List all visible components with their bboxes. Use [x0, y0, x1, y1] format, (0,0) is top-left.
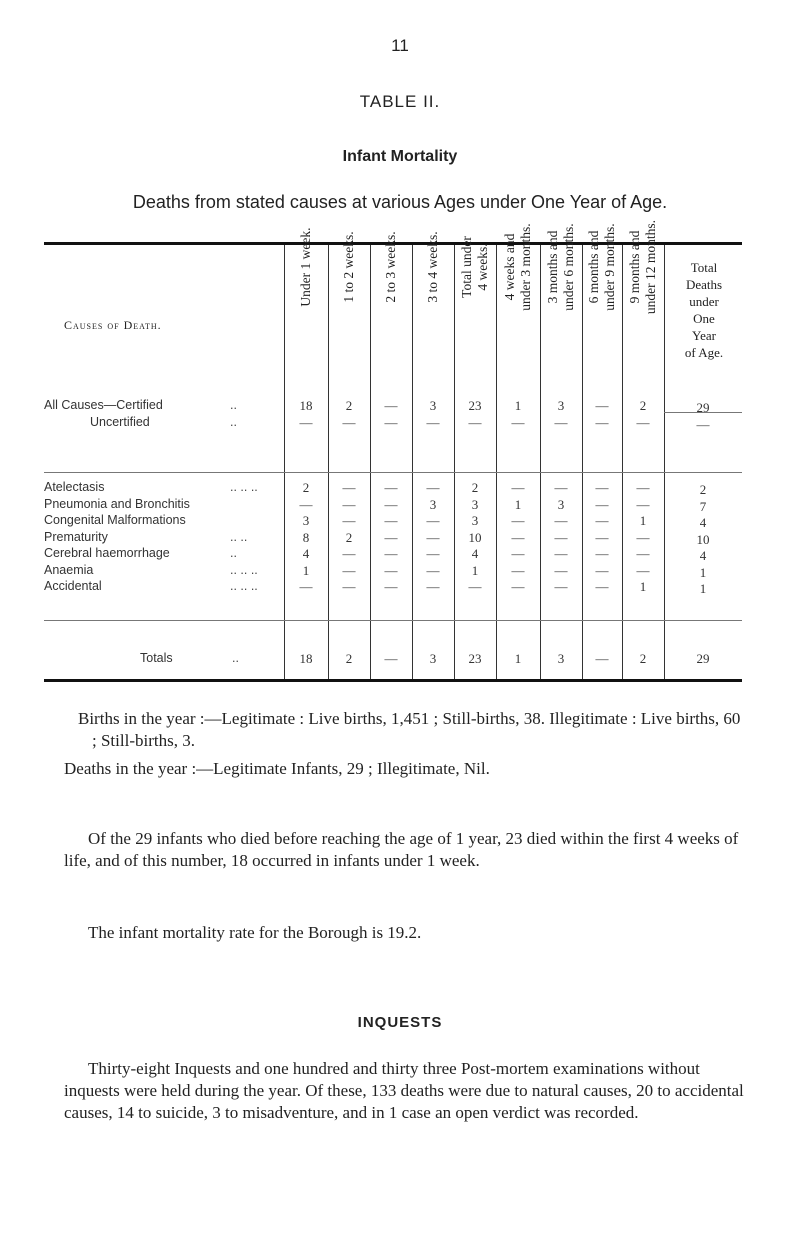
- table-cell: —: [595, 513, 609, 528]
- leader-dots: ..: [230, 398, 237, 412]
- table-row: [0, 513, 800, 529]
- table-bottom-rule: [44, 679, 742, 682]
- table-cell: 29: [696, 400, 710, 415]
- row-label: Pneumonia and Bronchitis: [44, 496, 190, 511]
- table-cell: —: [342, 513, 356, 528]
- table-cell: 4: [471, 546, 479, 561]
- table-row: [0, 563, 800, 579]
- table-cell: —: [384, 480, 398, 495]
- table-cell: 2: [345, 398, 353, 413]
- table-cell: —: [511, 513, 525, 528]
- table-cell: —: [384, 579, 398, 594]
- table-cell: —: [468, 579, 482, 594]
- row-label: Cerebral haemorrhage: [44, 546, 170, 560]
- table-cell: 3: [557, 398, 565, 413]
- table-cell: —: [426, 480, 440, 495]
- table-cell: —: [511, 415, 525, 430]
- table-cell: 3: [557, 496, 565, 512]
- table-cell: —: [426, 529, 440, 545]
- table-cell: —: [384, 529, 398, 545]
- row-label: Anaemia: [44, 562, 94, 577]
- table-cell: 1: [514, 496, 522, 512]
- table-cell: 8: [302, 529, 310, 545]
- column-divider: [582, 245, 583, 679]
- table-row: [0, 579, 800, 595]
- table-cell: 3: [557, 651, 565, 666]
- table-cell: —: [342, 496, 356, 512]
- table-title: TABLE II.: [359, 92, 441, 111]
- table-cell: —: [636, 496, 650, 512]
- table-cell: 29: [696, 651, 710, 666]
- table-cell: —: [426, 579, 440, 594]
- table-cell: —: [595, 496, 609, 512]
- table-cell: —: [595, 415, 609, 430]
- table-cell: —: [426, 513, 440, 528]
- table-cell: —: [554, 529, 568, 545]
- table-cell: —: [342, 546, 356, 561]
- table-cell: 2: [639, 651, 647, 666]
- table-cell: —: [554, 415, 568, 430]
- table-cell: 18: [299, 651, 313, 666]
- column-divider: [496, 245, 497, 679]
- page-number: 11: [391, 36, 409, 55]
- table-cell: —: [636, 562, 650, 578]
- table-cell: 3: [429, 398, 437, 413]
- column-header-3: 2 to 3 weeks.: [383, 231, 398, 303]
- table-cell: —: [595, 546, 609, 561]
- column-header-2: 1 to 2 weeks.: [341, 231, 356, 303]
- table-cell: 1: [302, 562, 310, 578]
- table-cell: —: [342, 415, 356, 430]
- table-cell: 4: [699, 515, 707, 530]
- table-cell: —: [636, 480, 650, 495]
- column-header-9: 9 months and under 12 months.: [627, 219, 658, 315]
- table-cell: —: [636, 529, 650, 545]
- table-cell: —: [595, 562, 609, 578]
- table-cell: 2: [345, 651, 353, 666]
- leader-dots: ..: [232, 651, 239, 665]
- row-divider: [44, 472, 742, 473]
- column-divider: [328, 245, 329, 679]
- table-cell: 7: [699, 498, 707, 514]
- table-cell: —: [511, 562, 525, 578]
- table-cell: —: [384, 496, 398, 512]
- births-text: Births in the year :—Legitimate : Live births, 1,451 ; Still-births, 38. Illegitimate : Live births, 60 ; Still-births, 3.: [78, 709, 741, 750]
- table-cell: 23: [468, 398, 482, 413]
- table-cell: —: [554, 513, 568, 528]
- table-cell: 10: [468, 529, 482, 545]
- row-label: Accidental: [44, 579, 102, 593]
- table-row: [0, 546, 800, 562]
- table-cell: 4: [302, 546, 310, 561]
- column-header-1: Under 1 week.: [298, 227, 313, 307]
- total-deaths-header: Total Deaths under One Year of Age.: [684, 260, 724, 360]
- column-header-7: 3 months and under 6 months.: [545, 223, 576, 311]
- table-cell: —: [426, 546, 440, 561]
- inquests-heading: INQUESTS: [357, 1014, 443, 1031]
- table-cell: —: [299, 415, 313, 430]
- table-row: [0, 398, 800, 414]
- column-header-6: 4 weeks and under 3 months.: [502, 223, 533, 311]
- column-header-4: 3 to 4 weeks.: [425, 231, 440, 303]
- table-subtitle: Infant Mortality: [342, 148, 458, 165]
- table-cell: —: [554, 546, 568, 561]
- column-divider: [622, 245, 623, 679]
- leader-dots: .. .. ..: [230, 480, 258, 494]
- table-cell: —: [595, 651, 609, 666]
- table-cell: 3: [429, 651, 437, 666]
- table-cell: —: [511, 529, 525, 545]
- table-cell: —: [554, 579, 568, 594]
- table-cell: —: [468, 415, 482, 430]
- table-caption: Deaths from stated causes at various Ages under One Year of Age.: [132, 192, 668, 212]
- table-cell: —: [299, 496, 313, 512]
- table-row: [0, 497, 800, 513]
- table-cell: 2: [345, 529, 353, 545]
- leader-dots: .. .. ..: [230, 579, 258, 593]
- column-header-8: 6 months and under 9 months.: [586, 223, 617, 311]
- row-label: Congenital Malformations: [44, 513, 186, 527]
- column-header-5: Total under 4 weeks.: [459, 236, 490, 298]
- table-cell: —: [426, 562, 440, 578]
- table-cell: 1: [639, 513, 647, 528]
- table-cell: 18: [299, 398, 313, 413]
- table-row: [0, 530, 800, 546]
- table-cell: 3: [429, 496, 437, 512]
- births-paragraph: [64, 708, 744, 752]
- table-cell: 1: [514, 651, 522, 666]
- infants-paragraph: Of the 29 infants who died before reaching the age of 1 year, 23 died within the first 4 weeks of life, and of this number, 18 occurred in infants under 1 week.: [64, 829, 739, 870]
- table-cell: 2: [302, 480, 310, 495]
- table-cell: —: [342, 562, 356, 578]
- table-row: [0, 415, 800, 431]
- table-cell: 1: [699, 564, 707, 580]
- table-cell: —: [384, 513, 398, 528]
- inquests-paragraph: Thirty-eight Inquests and one hundred and thirty three Post-mortem examinations without inquests were held during the year. Of these, 133 deaths were due to natural causes, 20 to accidental causes, 14 to suicide, 3 to misadventure, and in 1 case an open verdict was recorded.: [64, 1059, 744, 1122]
- table-cell: —: [595, 480, 609, 495]
- causes-of-death-header: Causes of Death.: [64, 318, 162, 332]
- table-cell: 3: [471, 513, 479, 528]
- table-cell: —: [299, 579, 313, 594]
- column-divider: [540, 245, 541, 679]
- table-row: [0, 480, 800, 496]
- table-cell: —: [636, 546, 650, 561]
- table-cell: 3: [471, 496, 479, 512]
- table-row: [0, 651, 800, 667]
- table-cell: —: [384, 546, 398, 561]
- table-cell: 10: [696, 531, 710, 547]
- table-cell: —: [342, 579, 356, 594]
- leader-dots: .. .. ..: [230, 562, 258, 577]
- table-cell: —: [384, 651, 398, 666]
- table-cell: —: [636, 415, 650, 430]
- row-divider: [44, 620, 742, 621]
- table-cell: 23: [468, 651, 482, 666]
- table-cell: —: [511, 579, 525, 594]
- table-cell: —: [511, 546, 525, 561]
- table-cell: —: [384, 562, 398, 578]
- table-cell: —: [554, 480, 568, 495]
- table-cell: —: [696, 417, 710, 432]
- row-label: Prematurity: [44, 529, 108, 544]
- table-cell: —: [342, 480, 356, 495]
- table-cell: —: [384, 398, 398, 413]
- table-cell: 3: [302, 513, 310, 528]
- deaths-paragraph: Deaths in the year :—Legitimate Infants, 29 ; Illegitimate, Nil.: [64, 759, 490, 778]
- table-cell: 2: [471, 480, 479, 495]
- column-divider: [412, 245, 413, 679]
- row-label: Uncertified: [90, 415, 150, 429]
- table-cell: 1: [639, 579, 647, 594]
- leader-dots: ..: [230, 415, 237, 429]
- table-cell: 2: [639, 398, 647, 413]
- column-divider: [370, 245, 371, 679]
- table-cell: —: [595, 398, 609, 413]
- leader-dots: ..: [230, 546, 237, 560]
- table-cell: —: [426, 415, 440, 430]
- table-cell: 4: [699, 548, 707, 563]
- row-label: All Causes—Certified: [44, 398, 163, 412]
- table-cell: —: [554, 562, 568, 578]
- table-cell: 1: [514, 398, 522, 413]
- table-cell: 1: [471, 562, 479, 578]
- column-divider: [664, 245, 665, 679]
- table-cell: —: [595, 529, 609, 545]
- table-cell: —: [511, 480, 525, 495]
- row-label: Totals: [140, 651, 173, 665]
- table-cell: 2: [699, 482, 707, 497]
- column-divider: [284, 245, 285, 679]
- row-label: Atelectasis: [44, 480, 105, 494]
- leader-dots: .. ..: [230, 529, 248, 544]
- column-divider: [454, 245, 455, 679]
- table-cell: 1: [699, 581, 707, 596]
- table-cell: —: [595, 579, 609, 594]
- table-cell: —: [384, 415, 398, 430]
- rate-paragraph: The infant mortality rate for the Borough is 19.2.: [88, 923, 422, 942]
